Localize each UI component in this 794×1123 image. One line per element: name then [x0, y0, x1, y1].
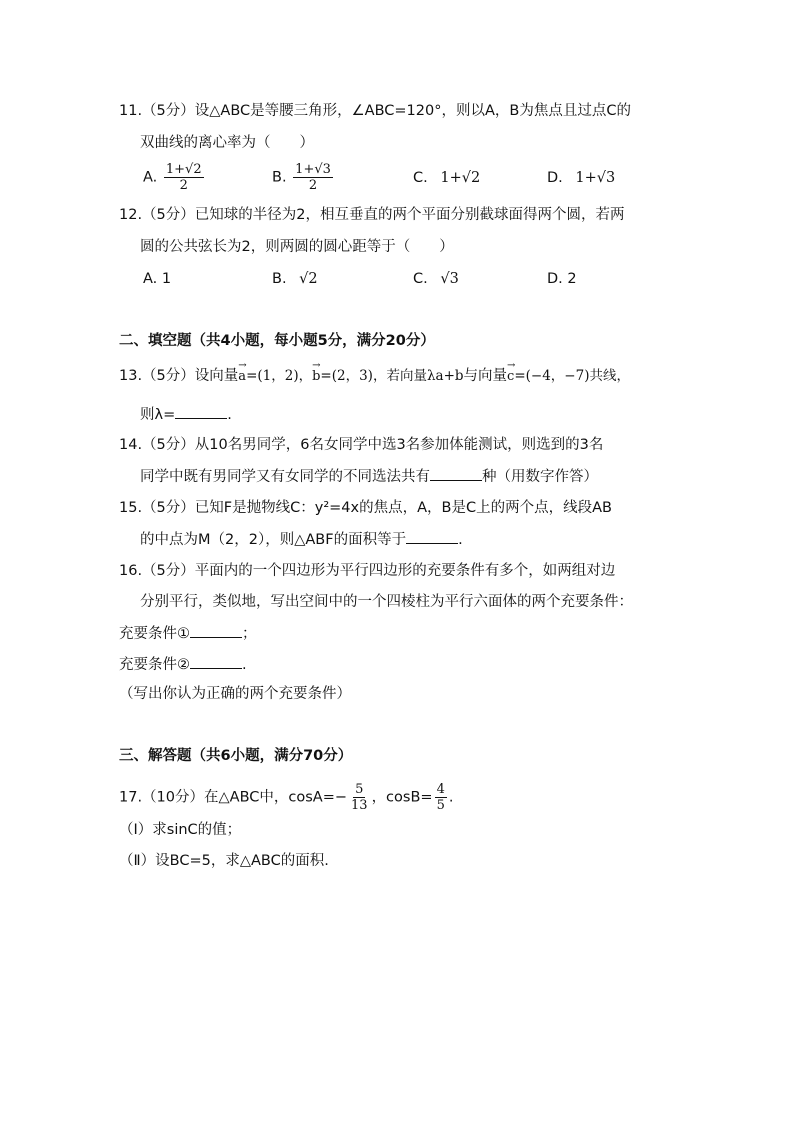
- numerator: 1+√3: [295, 162, 331, 177]
- option-value: √3: [440, 271, 459, 287]
- lambda-a: λa: [426, 368, 444, 384]
- option-value: √2: [299, 271, 318, 287]
- section-3-title: 三、解答题（共6小题，满分70分）: [119, 748, 353, 764]
- option-label: C.: [413, 170, 428, 186]
- q17-text-2: ，cosB=: [371, 789, 433, 806]
- numerator: 5: [355, 782, 364, 797]
- q14-text: 同学中既有男同学又有女同学的不同选法共有: [140, 469, 430, 485]
- q16-condition-2: [119, 654, 247, 675]
- period: .: [458, 532, 463, 548]
- q12-option-c: [413, 269, 459, 289]
- q17-text: 17.（10分）在△ABC中，cosA=−: [119, 789, 348, 806]
- q15-line1: 15.（5分）已知F是抛物线C：y²=4x的焦点，A，B是C上的两个点，线段AB: [119, 500, 612, 516]
- section-2-title: 二、填空题（共4小题，每小题5分，满分20分）: [119, 333, 435, 349]
- answer-blank: [175, 404, 227, 419]
- q16-line2: 分别平行，类似地，写出空间中的一个四棱柱为平行六面体的两个充要条件：: [140, 594, 633, 610]
- denominator: 13: [351, 798, 368, 813]
- option-label: B.: [272, 271, 287, 287]
- q16-note: （写出你认为正确的两个充要条件）: [119, 686, 351, 702]
- q12-line1: 12.（5分）已知球的半径为2，相互垂直的两个平面分别截球面得两个圆，若两: [119, 207, 625, 223]
- denominator: 2: [179, 178, 188, 193]
- q11-option-b: [272, 162, 335, 193]
- vector-a: → a: [238, 367, 246, 387]
- vector-b-value: =(2，3)，若向量: [320, 368, 427, 384]
- option-label: C.: [413, 271, 428, 287]
- option-label: D.: [547, 170, 563, 186]
- semicolon: ；: [242, 626, 257, 642]
- q13-text-2: 与向量: [463, 368, 508, 384]
- option-label: B.: [272, 169, 287, 186]
- q11-option-d: [547, 168, 615, 188]
- q11-line1: 11.（5分）设△ABC是等腰三角形，∠ABC=120°，则以A，B为焦点且过点C的: [119, 103, 631, 119]
- period: .: [227, 407, 232, 423]
- plus-b: +b: [443, 368, 464, 384]
- q11-option-c: [413, 168, 480, 188]
- q15-line2: [140, 529, 463, 550]
- answer-blank: [190, 623, 242, 638]
- q13-answer-prefix: 则λ=: [140, 407, 176, 423]
- q17-part-1: （Ⅰ）求sinC的值；: [119, 822, 242, 838]
- vector-c: → c: [507, 367, 514, 387]
- option-value: 1+√3: [575, 170, 616, 186]
- q12-option-b: [272, 269, 318, 289]
- q13-text: 13.（5分）设向量: [119, 368, 239, 384]
- condition-label: 充要条件①: [119, 626, 190, 642]
- numerator: 1+√2: [165, 162, 202, 177]
- denominator: 5: [436, 798, 445, 813]
- q16-condition-1: [119, 623, 257, 644]
- period: .: [448, 789, 454, 806]
- q17-part-2: （Ⅱ）设BC=5，求△ABC的面积.: [119, 853, 329, 869]
- fraction: [293, 162, 333, 193]
- q16-line1: 16.（5分）平面内的一个四边形为平行四边形的充要条件有多个，如两组对边: [119, 563, 616, 579]
- answer-blank: [190, 654, 242, 669]
- period: .: [242, 657, 247, 673]
- option-label: A.: [143, 169, 158, 186]
- q12-option-a: A. 1: [143, 271, 172, 287]
- numerator: 4: [436, 782, 445, 797]
- q13-line2: [140, 404, 232, 425]
- fraction-cosB: [435, 782, 447, 813]
- q12-option-d: D. 2: [547, 271, 577, 287]
- condition-label: 充要条件②: [119, 657, 190, 673]
- q17-line1: [119, 782, 453, 813]
- vector-b: → b: [312, 367, 320, 387]
- q12-line2: 圆的公共弦长为2，则两圆的圆心距等于（ ）: [140, 239, 454, 255]
- fraction-cosA: [349, 782, 370, 813]
- vector-c-value: =(−4，−7)共线，: [514, 368, 630, 384]
- q14-line1: 14.（5分）从10名男同学，6名女同学中选3名参加体能测试，则选到的3名: [119, 437, 604, 453]
- fraction: [164, 162, 204, 193]
- q14-text-2: 种（用数字作答）: [482, 469, 598, 485]
- q11-option-a: [143, 162, 206, 193]
- answer-blank: [406, 529, 458, 544]
- denominator: 2: [308, 178, 318, 193]
- answer-blank: [430, 466, 482, 481]
- q13-line1: [119, 366, 630, 387]
- option-value: 1+√2: [440, 170, 481, 186]
- q11-line2: 双曲线的离心率为（ ）: [140, 135, 314, 151]
- q14-line2: [140, 466, 598, 487]
- vector-a-value: =(1，2)，: [246, 368, 313, 384]
- q15-text: 的中点为M（2，2），则△ABF的面积等于: [140, 532, 407, 548]
